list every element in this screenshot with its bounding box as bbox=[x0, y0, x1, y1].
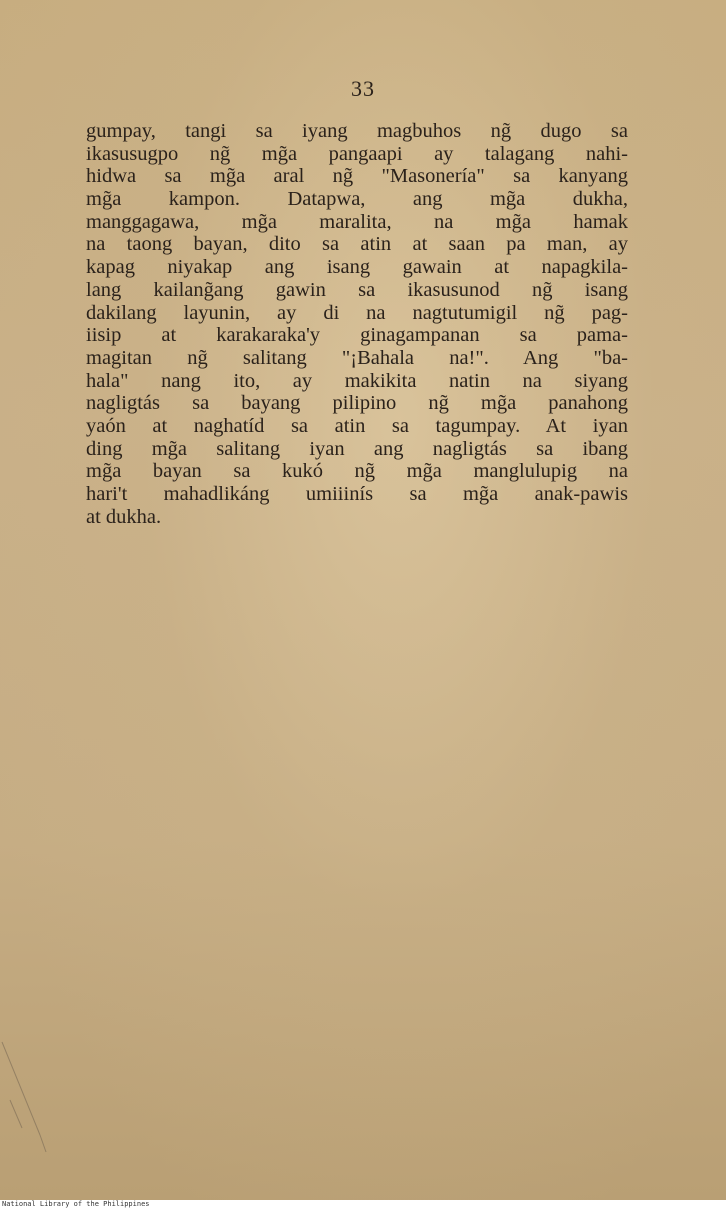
text-line: magitan ng̃ salitang "¡Bahala na!". Ang "ba- bbox=[86, 346, 628, 369]
text-line: dakilang layunin, ay di na nagtutumigil ng̃ pag- bbox=[86, 301, 628, 324]
body-text bbox=[86, 120, 628, 528]
text-line: nagligtás sa bayang pilipino ng̃ mg̃a panahong bbox=[86, 392, 628, 415]
text-line: gumpay, tangi sa iyang magbuhos ng̃ dugo sa bbox=[86, 120, 628, 142]
text-line: hala" nang ito, ay makikita natin na siyang bbox=[86, 369, 628, 392]
text-line: mg̃a kampon. Datapwa, ang mg̃a dukha, bbox=[86, 188, 628, 211]
text-line: ding mg̃a salitang iyan ang nagligtás sa ibang bbox=[86, 437, 628, 460]
paper-crease-mark bbox=[0, 1040, 90, 1190]
library-credit: National Library of the Philippines bbox=[2, 1200, 150, 1208]
text-line: hidwa sa mg̃a aral ng̃ "Masonería" sa kanyang bbox=[86, 165, 628, 188]
page-number: 33 bbox=[351, 76, 375, 101]
text-line: manggagawa, mg̃a maralita, na mg̃a hamak bbox=[86, 210, 628, 233]
text-line: yaón at naghatíd sa atin sa tagumpay. At iyan bbox=[86, 414, 628, 437]
text-line: lang kailang̃ang gawin sa ikasusunod ng̃ isang bbox=[86, 278, 628, 301]
text-line: iisip at karakaraka'y ginagampanan sa pama- bbox=[86, 324, 628, 347]
text-line: kapag niyakap ang isang gawain at napagkila- bbox=[86, 256, 628, 279]
text-line: na taong bayan, dito sa atin at saan pa man, ay bbox=[86, 233, 628, 256]
text-line: ikasusugpo ng̃ mg̃a pangaapi ay talagang nahi- bbox=[86, 142, 628, 165]
text-line: at dukha. bbox=[86, 505, 162, 528]
text-line: hari't mahadlikáng umiiinís sa mg̃a anak-pawis bbox=[86, 483, 628, 505]
text-line: mg̃a bayan sa kukó ng̃ mg̃a manglulupig na bbox=[86, 460, 628, 483]
